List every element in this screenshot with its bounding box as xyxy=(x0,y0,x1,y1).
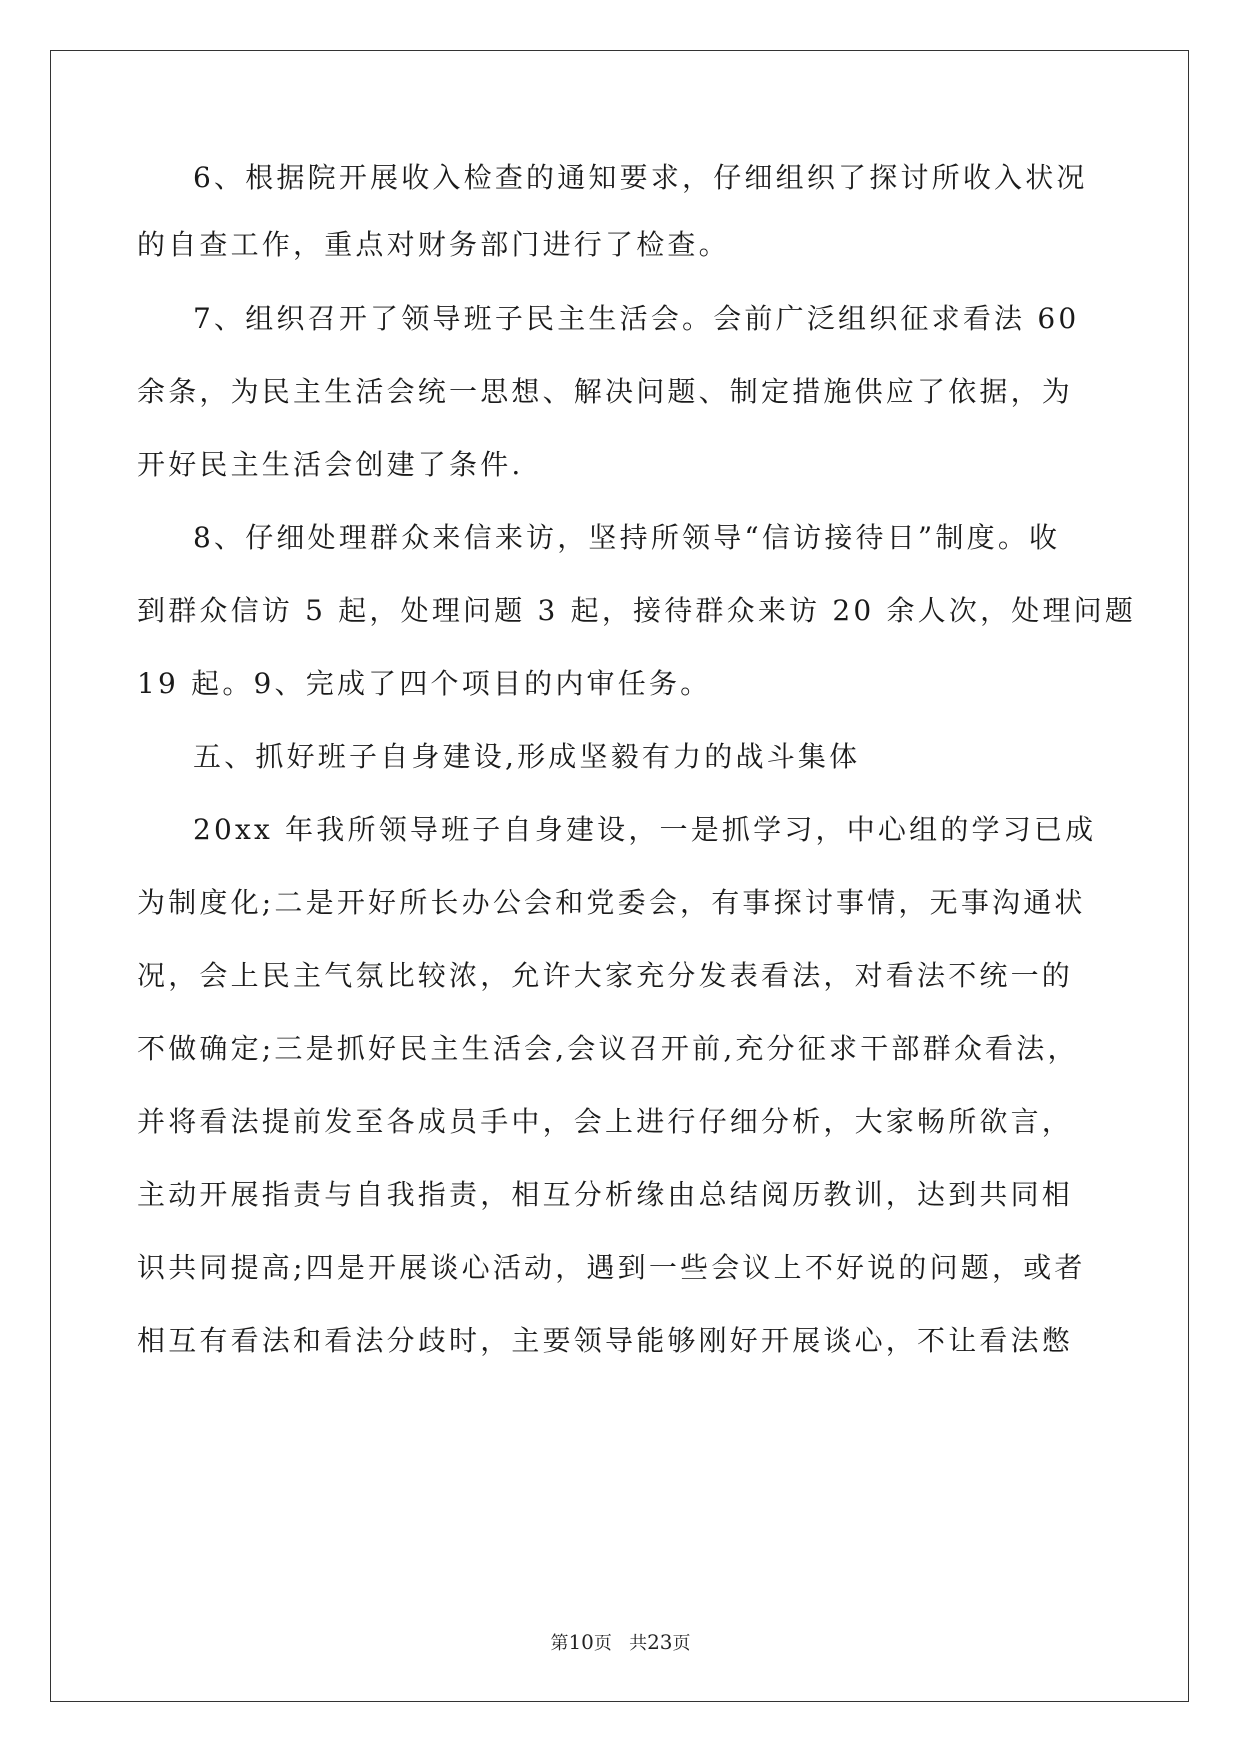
text-line-14: 并将看法提前发至各成员手中，会上进行仔细分析，大家畅所欲言， xyxy=(137,1105,1074,1138)
text-line-2: 的自查工作，重点对财务部门进行了检查。 xyxy=(137,228,730,261)
total-prefix: 共 xyxy=(629,1633,648,1654)
text-line-5: 开好民主生活会创建了条件. xyxy=(137,448,524,481)
text-line-13: 不做确定;三是抓好民主生活会,会议召开前,充分征求干部群众看法， xyxy=(137,1032,1079,1065)
page-prefix: 第 xyxy=(550,1633,569,1654)
text-line-7: 到群众信访 5 起，处理问题 3 起，接待群众来访 20 余人次，处理问题 xyxy=(137,594,1137,627)
text-line-10: 20xx 年我所领导班子自身建设，一是抓学习，中心组的学习已成 xyxy=(193,813,1097,846)
text-line-3: 7、组织召开了领导班子民主生活会。会前广泛组织征求看法 60 xyxy=(193,302,1080,335)
text-line-8: 19 起。9、完成了四个项目的内审任务。 xyxy=(137,667,712,700)
page-footer xyxy=(0,1630,1241,1656)
text-line-4: 余条，为民主生活会统一思想、解决问题、制定措施供应了依据，为 xyxy=(137,375,1074,408)
page-border xyxy=(50,50,1189,1702)
text-line-1: 6、根据院开展收入检查的通知要求，仔细组织了探讨所收入状况 xyxy=(193,161,1088,194)
text-line-15: 主动开展指责与自我指责，相互分析缘由总结阅历教训，达到共同相 xyxy=(137,1178,1074,1211)
text-line-12: 况，会上民主气氛比较浓，允许大家充分发表看法，对看法不统一的 xyxy=(137,959,1074,992)
text-line-17: 相互有看法和看法分歧时，主要领导能够刚好开展谈心，不让看法憋 xyxy=(137,1324,1074,1357)
total-pages: 23 xyxy=(647,1630,673,1654)
total-suffix: 页 xyxy=(672,1633,691,1654)
section-heading: 五、抓好班子自身建设,形成坚毅有力的战斗集体 xyxy=(193,740,861,773)
text-line-6: 8、仔细处理群众来信来访，坚持所领导“信访接待日”制度。收 xyxy=(193,521,1061,554)
page-number: 10 xyxy=(568,1630,594,1654)
text-line-11: 为制度化;二是开好所长办公会和党委会，有事探讨事情，无事沟通状 xyxy=(137,886,1086,919)
text-line-16: 识共同提高;四是开展谈心活动，遇到一些会议上不好说的问题，或者 xyxy=(137,1251,1086,1284)
page-suffix: 页 xyxy=(593,1633,612,1654)
